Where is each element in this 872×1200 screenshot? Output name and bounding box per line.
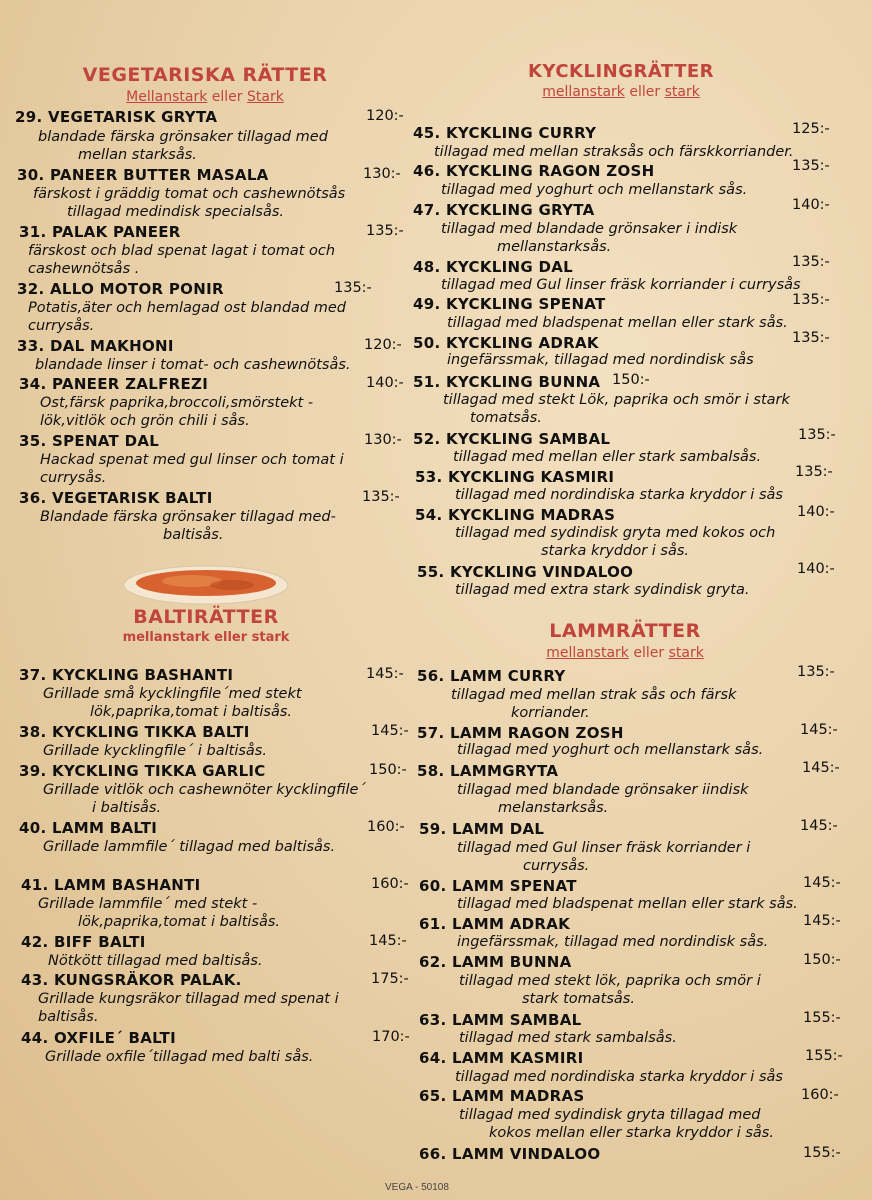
desc-31-l1: färskost och blad spenat lagat i tomat och bbox=[28, 243, 336, 259]
price-57: 145:- bbox=[800, 722, 838, 738]
menu-item-65: 65. LAMM MADRAS bbox=[419, 1087, 585, 1105]
price-53: 135:- bbox=[795, 464, 833, 480]
desc-61-l1: ingefärssmak, tillagad med nordindisk sås. bbox=[457, 934, 769, 950]
veg-sub-word-2: Stark bbox=[247, 89, 284, 105]
footer-code: VEGA - 50108 bbox=[385, 1182, 449, 1193]
desc-47-l1: tillagad med blandade grönsaker i indisk bbox=[441, 221, 738, 237]
menu-item-66-clip bbox=[419, 1145, 859, 1163]
veg-section-subtitle bbox=[60, 89, 350, 105]
desc-50-l1: ingefärssmak, tillagad med nordindisk sås bbox=[447, 352, 754, 368]
price-46: 135:- bbox=[792, 158, 830, 174]
desc-37-l2: lök,paprika,tomat i baltisås. bbox=[90, 704, 293, 720]
desc-49-l1: tillagad med bladspenat mellan eller stark sås. bbox=[447, 315, 788, 331]
desc-52-l1: tillagad med mellan eller stark sambalsås. bbox=[453, 449, 762, 465]
desc-53-l1: tillagad med nordindiska starka kryddor i sås bbox=[455, 487, 783, 503]
menu-item-55: 55. KYCKLING VINDALOO bbox=[417, 563, 634, 581]
menu-item-58: 58. LAMMGRYTA bbox=[417, 762, 559, 780]
price-56: 135:- bbox=[797, 664, 835, 680]
desc-30-l1: färskost i gräddig tomat och cashewnötsås bbox=[33, 186, 346, 202]
price-44: 170:- bbox=[372, 1029, 410, 1045]
menu-item-60: 60. LAMM SPENAT bbox=[419, 877, 577, 895]
price-45: 125:- bbox=[792, 121, 830, 137]
chicken-sub-word-1: mellanstark bbox=[542, 84, 625, 100]
menu-item-61: 61. LAMM ADRAK bbox=[419, 915, 571, 933]
desc-35-l1: Hackad spenat med gul linser och tomat i bbox=[40, 452, 344, 468]
desc-54-l1: tillagad med sydindisk gryta med kokos och bbox=[455, 525, 776, 541]
price-59: 145:- bbox=[800, 818, 838, 834]
desc-35-l2: currysås. bbox=[40, 470, 107, 486]
menu-item-32: 32. ALLO MOTOR PONIR bbox=[17, 280, 224, 298]
menu-item-64: 64. LAMM KASMIRI bbox=[419, 1049, 584, 1067]
balti-section-subtitle: mellanstark eller stark bbox=[122, 630, 290, 645]
desc-43-l1: Grillade kungsräkor tillagad med spenat i bbox=[38, 991, 339, 1007]
desc-34-l2: lök,vitlök och grön chili i sås. bbox=[40, 413, 250, 429]
menu-item-49: 49. KYCKLING SPENAT bbox=[413, 295, 606, 313]
menu-item-52: 52. KYCKLING SAMBAL bbox=[413, 430, 611, 448]
price-48: 135:- bbox=[792, 254, 830, 270]
price-64: 155:- bbox=[805, 1048, 843, 1064]
price-50: 135:- bbox=[792, 330, 830, 346]
desc-31-l2: cashewnötsås . bbox=[28, 261, 140, 277]
desc-62-l2: stark tomatsås. bbox=[522, 991, 635, 1007]
menu-item-39: 39. KYCKLING TIKKA GARLIC bbox=[19, 762, 266, 780]
price-51: 150:- bbox=[612, 372, 650, 388]
desc-32-l2: currysås. bbox=[28, 318, 95, 334]
desc-29-l1: blandade färska grönsaker tillagad med bbox=[38, 129, 328, 145]
menu-item-41: 41. LAMM BASHANTI bbox=[21, 876, 201, 894]
menu-item-53: 53. KYCKLING KASMIRI bbox=[415, 468, 615, 486]
desc-55-l1: tillagad med extra stark sydindisk gryta. bbox=[455, 582, 750, 598]
desc-38-l1: Grillade kycklingfile´ i baltisås. bbox=[43, 743, 267, 759]
price-33: 120:- bbox=[364, 337, 402, 353]
lamb-section-title: LAMMRÄTTER bbox=[549, 620, 701, 642]
desc-57-l1: tillagad med yoghurt och mellanstark sås. bbox=[457, 742, 764, 758]
balti-section-title: BALTIRÄTTER bbox=[133, 606, 279, 628]
desc-47-l2: mellanstarksås. bbox=[497, 239, 612, 255]
curry-dish-image bbox=[122, 563, 290, 605]
menu-item-66: 66. LAMM VINDALOO bbox=[419, 1145, 601, 1163]
desc-59-l2: currysås. bbox=[523, 858, 590, 874]
price-63: 155:- bbox=[803, 1010, 841, 1026]
price-29: 120:- bbox=[366, 108, 404, 124]
desc-36-l1: Blandade färska grönsaker tillagad med- bbox=[40, 509, 336, 525]
desc-41-l1: Grillade lammfile´ med stekt - bbox=[38, 896, 258, 912]
menu-item-31: 31. PALAK PANEER bbox=[19, 223, 181, 241]
chicken-sub-mid: eller bbox=[624, 84, 665, 100]
desc-56-l2: korriander. bbox=[511, 705, 590, 721]
desc-63-l1: tillagad med stark sambalsås. bbox=[459, 1030, 677, 1046]
desc-56-l1: tillagad med mellan strak sås och färsk bbox=[451, 687, 737, 703]
menu-item-44: 44. OXFILE´ BALTI bbox=[21, 1029, 176, 1047]
desc-39-l1: Grillade vitlök och cashewnöter kycklingfile´ bbox=[43, 782, 366, 798]
menu-item-42: 42. BIFF BALTI bbox=[21, 933, 146, 951]
desc-40-l1: Grillade lammfile´ tillagad med baltisås. bbox=[43, 839, 336, 855]
menu-item-46: 46. KYCKLING RAGON ZOSH bbox=[413, 162, 655, 180]
desc-39-l2: i baltisås. bbox=[92, 800, 162, 816]
menu-item-50: 50. KYCKLING ADRAK bbox=[413, 334, 599, 352]
chicken-sub-word-2: stark bbox=[664, 84, 700, 100]
desc-62-l1: tillagad med stekt lök, paprika och smör i bbox=[459, 973, 761, 989]
desc-48-l1: tillagad med Gul linser fräsk korriander i currysås bbox=[441, 277, 801, 293]
menu-item-57: 57. LAMM RAGON ZOSH bbox=[417, 724, 624, 742]
price-36: 135:- bbox=[362, 489, 400, 505]
price-54: 140:- bbox=[797, 504, 835, 520]
price-42: 145:- bbox=[369, 933, 407, 949]
desc-51-l1: tillagad med stekt Lök, paprika och smör i stark bbox=[443, 392, 790, 408]
menu-item-37: 37. KYCKLING BASHANTI bbox=[19, 666, 234, 684]
price-47: 140:- bbox=[792, 197, 830, 213]
menu-item-43: 43. KUNGSRÄKOR PALAK. bbox=[21, 971, 242, 989]
desc-33-l1: blandade linser i tomat- och cashewnötsås. bbox=[35, 357, 351, 373]
price-39: 150:- bbox=[369, 762, 407, 778]
desc-65-l1: tillagad med sydindisk gryta tillagad med bbox=[459, 1107, 761, 1123]
price-43: 175:- bbox=[371, 971, 409, 987]
menu-item-51: 51. KYCKLING BUNNA bbox=[413, 373, 601, 391]
desc-29-l2: mellan starksås. bbox=[78, 147, 197, 163]
price-35: 130:- bbox=[364, 432, 402, 448]
price-37: 145:- bbox=[366, 666, 404, 682]
menu-item-35: 35. SPENAT DAL bbox=[19, 432, 160, 450]
menu-item-40: 40. LAMM BALTI bbox=[19, 819, 158, 837]
desc-41-l2: lök,paprika,tomat i baltisås. bbox=[78, 914, 281, 930]
veg-section-title: VEGETARISKA RÄTTER bbox=[82, 64, 328, 86]
desc-36-l2: baltisås. bbox=[163, 527, 224, 543]
desc-54-l2: starka kryddor i sås. bbox=[541, 543, 690, 559]
price-38: 145:- bbox=[371, 723, 409, 739]
price-30: 130:- bbox=[363, 166, 401, 182]
price-60: 145:- bbox=[803, 875, 841, 891]
veg-sub-word-1: Mellanstark bbox=[126, 89, 208, 105]
veg-sub-mid: eller bbox=[207, 89, 247, 105]
chicken-section-subtitle bbox=[490, 84, 752, 100]
lamb-sub-word-1: mellanstark bbox=[546, 645, 629, 661]
menu-item-63: 63. LAMM SAMBAL bbox=[419, 1011, 582, 1029]
menu-item-29: 29. VEGETARISK GRYTA bbox=[15, 108, 218, 126]
desc-58-l1: tillagad med blandade grönsaker iindisk bbox=[457, 782, 749, 798]
price-62: 150:- bbox=[803, 952, 841, 968]
menu-item-33: 33. DAL MAKHONI bbox=[17, 337, 174, 355]
price-66: 155:- bbox=[803, 1145, 841, 1161]
price-55: 140:- bbox=[797, 561, 835, 577]
price-52: 135:- bbox=[798, 427, 836, 443]
menu-item-62: 62. LAMM BUNNA bbox=[419, 953, 572, 971]
desc-30-l2: tillagad medindisk specialsås. bbox=[67, 204, 285, 220]
price-49: 135:- bbox=[792, 292, 830, 308]
menu-item-54: 54. KYCKLING MADRAS bbox=[415, 506, 616, 524]
price-34: 140:- bbox=[366, 375, 404, 391]
price-40: 160:- bbox=[367, 819, 405, 835]
menu-item-34: 34. PANEER ZALFREZI bbox=[19, 375, 209, 393]
lamb-sub-mid: eller bbox=[628, 645, 669, 661]
desc-60-l1: tillagad med bladspenat mellan eller stark sås. bbox=[457, 896, 798, 912]
desc-37-l1: Grillade små kycklingfile´med stekt bbox=[43, 686, 302, 702]
menu-item-36: 36. VEGETARISK BALTI bbox=[19, 489, 213, 507]
desc-44-l1: Grillade oxfile´tillagad med balti sås. bbox=[45, 1049, 314, 1065]
price-41: 160:- bbox=[371, 876, 409, 892]
menu-item-47: 47. KYCKLING GRYTA bbox=[413, 201, 595, 219]
desc-46-l1: tillagad med yoghurt och mellanstark sås. bbox=[441, 182, 748, 198]
chicken-section-title: KYCKLINGRÄTTER bbox=[527, 61, 715, 82]
lamb-section-subtitle bbox=[510, 645, 740, 661]
lamb-sub-word-2: stark bbox=[668, 645, 704, 661]
menu-item-48: 48. KYCKLING DAL bbox=[413, 258, 574, 276]
price-31: 135:- bbox=[366, 223, 404, 239]
desc-51-l2: tomatsås. bbox=[470, 410, 542, 426]
desc-34-l1: Ost,färsk paprika,broccoli,smörstekt - bbox=[40, 395, 314, 411]
price-65: 160:- bbox=[801, 1087, 839, 1103]
desc-42-l1: Nötkött tillagad med baltisås. bbox=[48, 953, 263, 969]
menu-item-38: 38. KYCKLING TIKKA BALTI bbox=[19, 723, 250, 741]
menu-item-30: 30. PANEER BUTTER MASALA bbox=[17, 166, 269, 184]
price-61: 145:- bbox=[803, 913, 841, 929]
desc-45-l1: tillagad med mellan straksås och färskkorriander. bbox=[434, 144, 794, 160]
desc-32-l1: Potatis,äter och hemlagad ost blandad med bbox=[28, 300, 347, 316]
desc-58-l2: melanstarksås. bbox=[498, 800, 609, 816]
menu-item-45: 45. KYCKLING CURRY bbox=[413, 124, 597, 142]
desc-64-l1: tillagad med nordindiska starka kryddor i sås bbox=[455, 1069, 783, 1085]
menu-item-56: 56. LAMM CURRY bbox=[417, 667, 566, 685]
desc-59-l1: tillagad med Gul linser fräsk korriander i bbox=[457, 840, 751, 856]
desc-43-l2: baltisås. bbox=[38, 1009, 99, 1025]
price-58: 145:- bbox=[802, 760, 840, 776]
price-32: 135:- bbox=[334, 280, 372, 296]
menu-item-59: 59. LAMM DAL bbox=[419, 820, 545, 838]
desc-65-l2: kokos mellan eller starka kryddor i sås. bbox=[489, 1125, 774, 1141]
